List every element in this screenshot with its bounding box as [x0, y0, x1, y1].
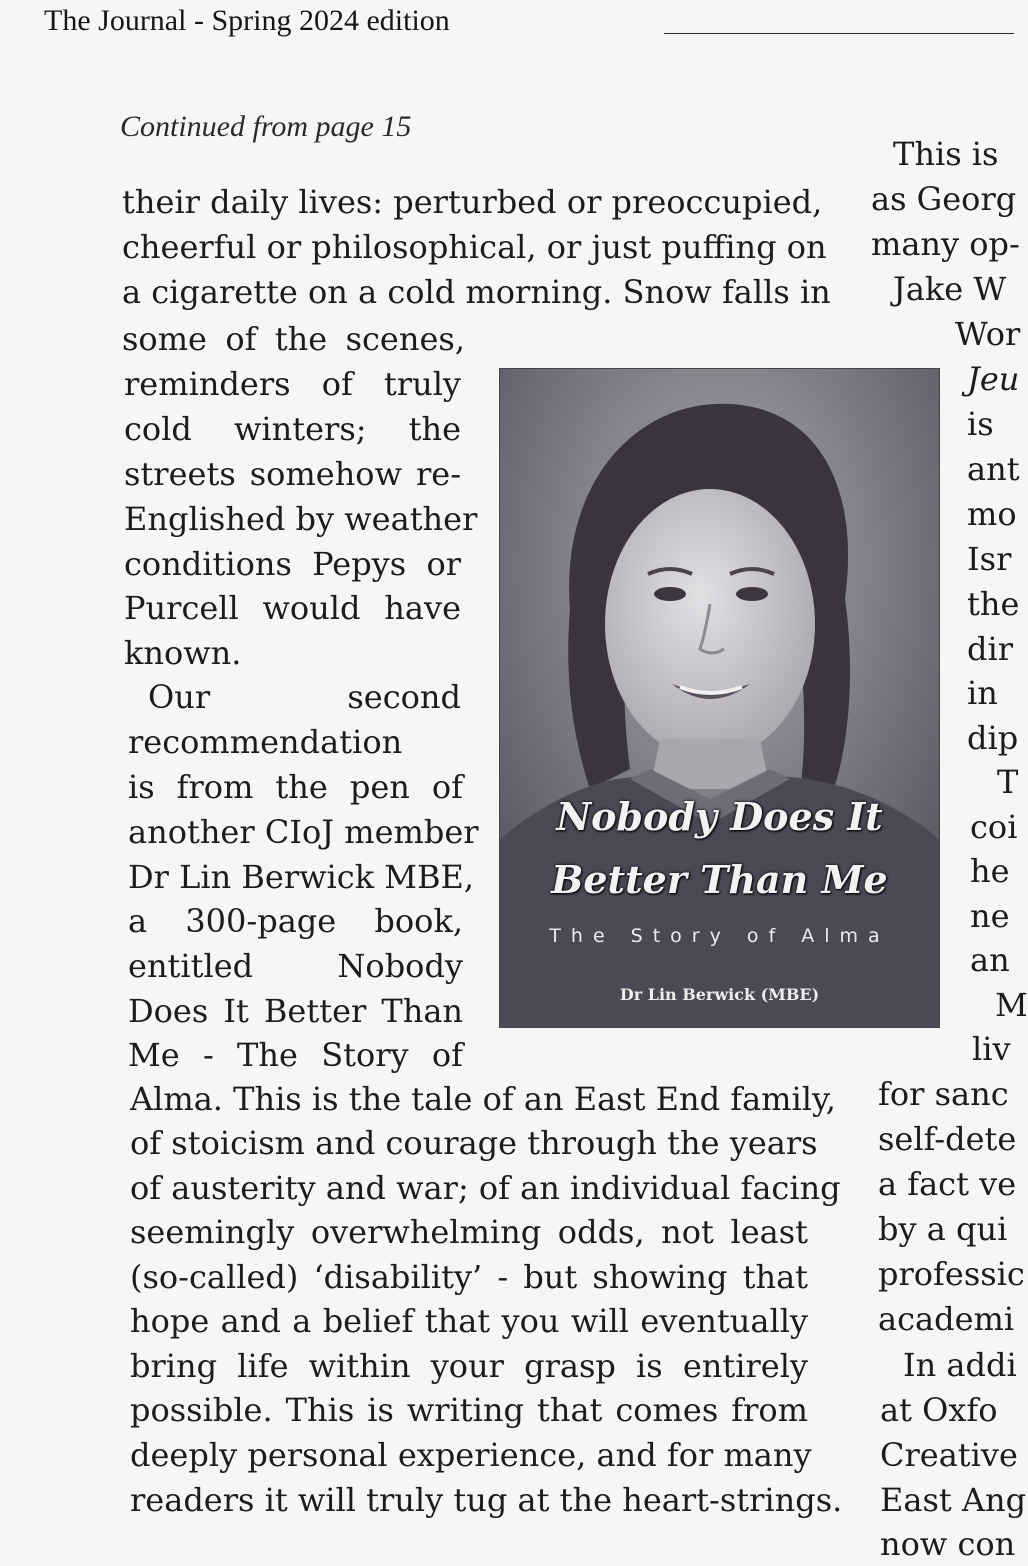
right-column-text-line: a fact ve — [878, 1165, 1017, 1203]
right-column-text-line: T — [997, 763, 1019, 801]
cover-title-line-1: Nobody Does It — [556, 794, 883, 839]
body-text-line: readers it will truly tug at the heart-strings. — [130, 1481, 843, 1519]
right-column-text-line: an — [970, 941, 1010, 979]
right-column-text-line: now con — [880, 1525, 1016, 1563]
header-rule — [664, 33, 1014, 34]
right-column-text-line: ne — [970, 897, 1010, 935]
body-text-line: Alma. This is the tale of an East End family, — [130, 1080, 836, 1118]
body-text-line: bring life within your grasp is entirely — [130, 1347, 808, 1385]
cover-subtitle: The Story of Alma — [549, 925, 890, 947]
right-column-text-line: dir — [967, 630, 1014, 668]
right-column-text-line: Jeu — [967, 360, 1020, 398]
body-text-line: seemingly overwhelming odds, not least — [130, 1213, 808, 1251]
right-column-text-line: many op- — [871, 225, 1020, 263]
right-column-text-line: mo — [967, 495, 1017, 533]
body-text-line: their daily lives: perturbed or preoccupied, — [122, 183, 823, 221]
body-text-line: reminders of truly — [124, 365, 461, 403]
body-text-line: of stoicism and courage through the years — [130, 1124, 818, 1162]
right-column-text-line: is — [967, 405, 994, 443]
body-text-line: a 300-page book, — [128, 902, 463, 940]
body-text-line: Me - The Story of — [128, 1036, 463, 1074]
right-column-text-line: M — [995, 986, 1028, 1024]
right-column-text-line: the — [967, 585, 1020, 623]
journal-header-title: The Journal - Spring 2024 edition — [44, 4, 450, 37]
right-column-text-line: for sanc — [878, 1075, 1009, 1113]
right-column-text-line: coi — [970, 808, 1018, 846]
body-text-line: Does It Better Than — [128, 992, 463, 1030]
right-column-text-line: academi — [878, 1300, 1015, 1338]
right-column-text-line: by a qui — [878, 1210, 1008, 1248]
body-text-line: of austerity and war; of an individual facing — [130, 1169, 841, 1207]
body-text-line: deeply personal experience, and for many — [130, 1436, 812, 1474]
right-column-text-line: liv — [972, 1030, 1011, 1068]
book-cover-image — [499, 368, 940, 1028]
body-text-line: (so-called) ‘disability’ - but showing that — [130, 1258, 808, 1296]
body-text-line: cold winters; the — [124, 410, 461, 448]
right-column-text-line: at Oxfo — [880, 1391, 998, 1429]
body-text-line: hope and a belief that you will eventually — [130, 1302, 808, 1340]
right-column-text-line: in — [967, 674, 998, 712]
body-text-line: Englished by weather — [124, 500, 478, 538]
body-text-line: some of the scenes, — [122, 320, 465, 358]
continued-note: Continued from page 15 — [120, 110, 412, 143]
right-column-text-line: dip — [967, 719, 1019, 757]
right-column-text-line: Jake W — [893, 270, 1007, 308]
body-text-line: is from the pen of — [128, 768, 463, 806]
body-text-line: Purcell would have — [124, 589, 461, 627]
cover-author: Dr Lin Berwick (MBE) — [619, 985, 820, 1004]
body-text-line: Our second — [148, 678, 461, 716]
body-text-line: known. — [124, 634, 242, 672]
right-column-text-line: self-dete — [878, 1120, 1017, 1158]
body-text-line: recommendation — [128, 723, 403, 761]
body-text-line: conditions Pepys or — [124, 545, 461, 583]
right-column-text-line: East Ang — [880, 1481, 1027, 1519]
body-text-line: cheerful or philosophical, or just puffing on — [122, 228, 827, 266]
right-column-text-line: Wor — [955, 315, 1021, 353]
body-text-line: streets somehow re- — [124, 455, 461, 493]
right-column-text-line: ant — [967, 450, 1020, 488]
right-column-text-line: Creative — [880, 1436, 1018, 1474]
body-text-line: entitled Nobody — [128, 947, 463, 985]
cover-title-line-2: Better Than Me — [551, 857, 888, 902]
right-column-text-line: This is — [893, 135, 999, 173]
body-text-line: a cigarette on a cold morning. Snow falls in — [122, 273, 831, 311]
right-column-text-line: as Georg — [871, 180, 1017, 218]
body-text-line: Dr Lin Berwick MBE, — [128, 858, 475, 896]
body-text-line: another CIoJ member — [128, 813, 479, 851]
right-column-text-line: Isr — [967, 540, 1012, 578]
right-column-text-line: he — [970, 852, 1010, 890]
body-text-line: possible. This is writing that comes from — [130, 1391, 808, 1429]
right-column-text-line: In addi — [903, 1346, 1017, 1384]
right-column-text-line: professic — [878, 1255, 1025, 1293]
